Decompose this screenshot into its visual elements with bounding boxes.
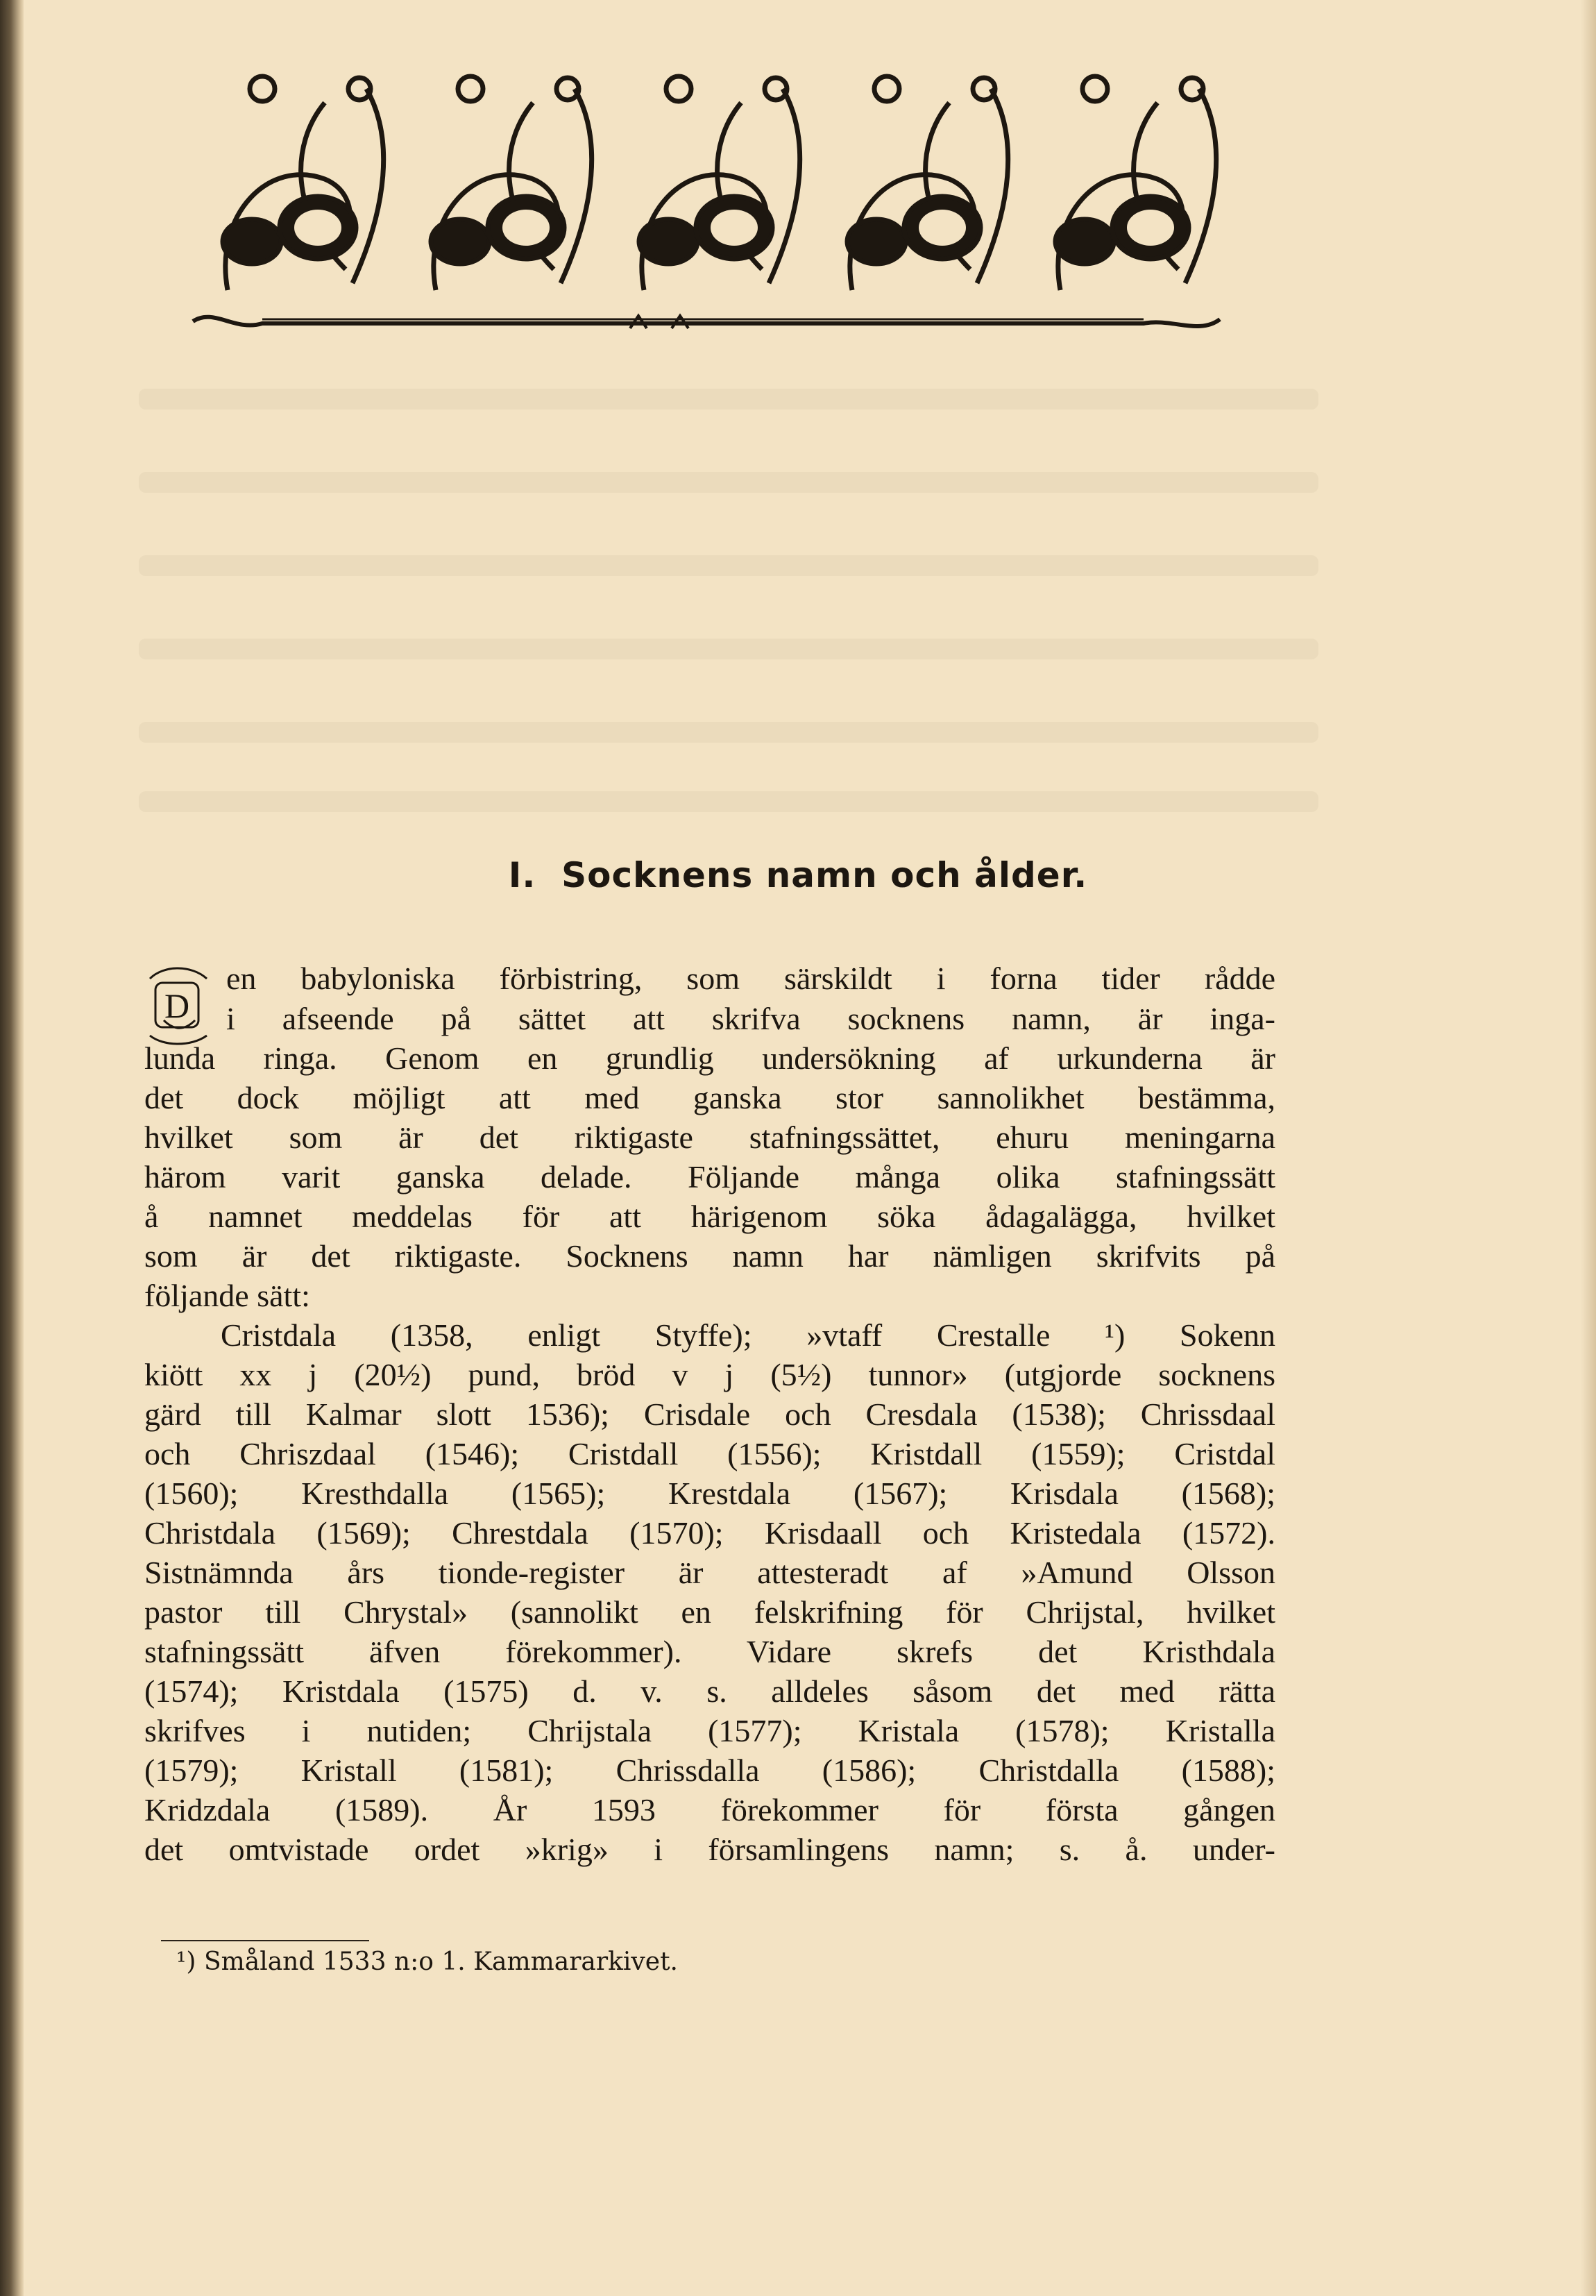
body-line: följande sätt: [144, 1278, 310, 1313]
body-line: i afseende på sättet att skrifva socknens namn, är inga- [226, 1001, 1275, 1036]
body-line: (1579); Kristall (1581); Chrissdalla (1586); Christdalla (1588); [144, 1753, 1275, 1788]
bleed-through-texture [139, 639, 1318, 659]
body-line: Kridzdala (1589). År 1593 förekommer för första gången [144, 1792, 1275, 1827]
body-line: det dock möjligt att med ganska stor sannolikhet bestämma, [144, 1080, 1275, 1115]
body-line: Sistnämnda års tionde-register är attesteradt af »Amund Olsson [144, 1555, 1275, 1590]
ornament-motif [639, 76, 800, 290]
body-line: å namnet meddelas för att härigenom söka ådagalägga, hvilket [144, 1199, 1275, 1234]
body-line: skrifves i nutiden; Chrijstala (1577); Kristala (1578); Kristalla [144, 1713, 1275, 1748]
footnote-text: Småland 1533 n:o 1. Kammararkivet. [203, 1948, 678, 1976]
body-line: härom varit ganska delade. Följande många olika stafningssätt [144, 1159, 1275, 1195]
body-line: (1574); Kristdala (1575) d. v. s. alldeles såsom det med rätta [144, 1673, 1275, 1709]
body-line: kiött xx j (20½) pund, bröd v j (5½) tunnor» (utgjorde socknens [144, 1357, 1275, 1392]
bleed-through-texture [139, 555, 1318, 576]
ornament-motif [223, 76, 384, 290]
body-line: gärd till Kalmar slott 1536); Crisdale och Cresdala (1538); Chrissdaal [144, 1396, 1275, 1432]
body-line: som är det riktigaste. Socknens namn har nämligen skrifvits på [144, 1238, 1275, 1274]
body-line: en babyloniska förbistring, som särskildt i forna tider rådde [226, 961, 1275, 996]
body-line: stafningssätt äfven förekommer). Vidare skrefs det Kristhdala [144, 1634, 1275, 1669]
body-line: det omtvistade ordet »krig» i församlingens namn; s. å. under- [144, 1832, 1275, 1867]
chapter-heading: I. Socknens namn och ålder. [508, 855, 1088, 895]
bleed-through-texture [139, 722, 1318, 743]
ornament-motif [431, 76, 592, 290]
drop-cap-letter: D [164, 986, 190, 1025]
body-line: pastor till Chrystal» (sannolikt en felskrifning för Chrijstal, hvilket [144, 1594, 1275, 1630]
drop-cap-ornament [143, 965, 212, 1048]
page-right-edge [1581, 0, 1596, 2296]
bleed-through-texture [139, 472, 1318, 493]
bleed-through-texture [139, 791, 1318, 812]
body-line: Cristdala (1358, enligt Styffe); »vtaff Crestalle ¹) Sokenn [221, 1317, 1275, 1353]
body-line: hvilket som är det riktigaste stafningssättet, ehuru meningarna [144, 1120, 1275, 1155]
body-line: och Chriszdaal (1546); Cristdall (1556); Kristdall (1559); Cristdal [144, 1436, 1275, 1471]
body-line: lunda ringa. Genom en grundlig undersökning af urkunderna är [144, 1040, 1275, 1076]
bleed-through-texture [139, 389, 1318, 410]
footnote-rule [161, 1940, 369, 1941]
book-binding-edge [0, 0, 24, 2296]
ornament-motif [1055, 76, 1216, 290]
body-line: Christdala (1569); Chrestdala (1570); Krisdaall och Kristedala (1572). [144, 1515, 1275, 1551]
footnote-marker: ¹) [176, 1948, 196, 1976]
ornament-motif [847, 76, 1008, 290]
floral-header-ornament [186, 61, 1227, 346]
body-line: (1560); Kresthdalla (1565); Krestdala (1567); Krisdala (1568); [144, 1476, 1275, 1511]
footnote [176, 1948, 678, 1976]
